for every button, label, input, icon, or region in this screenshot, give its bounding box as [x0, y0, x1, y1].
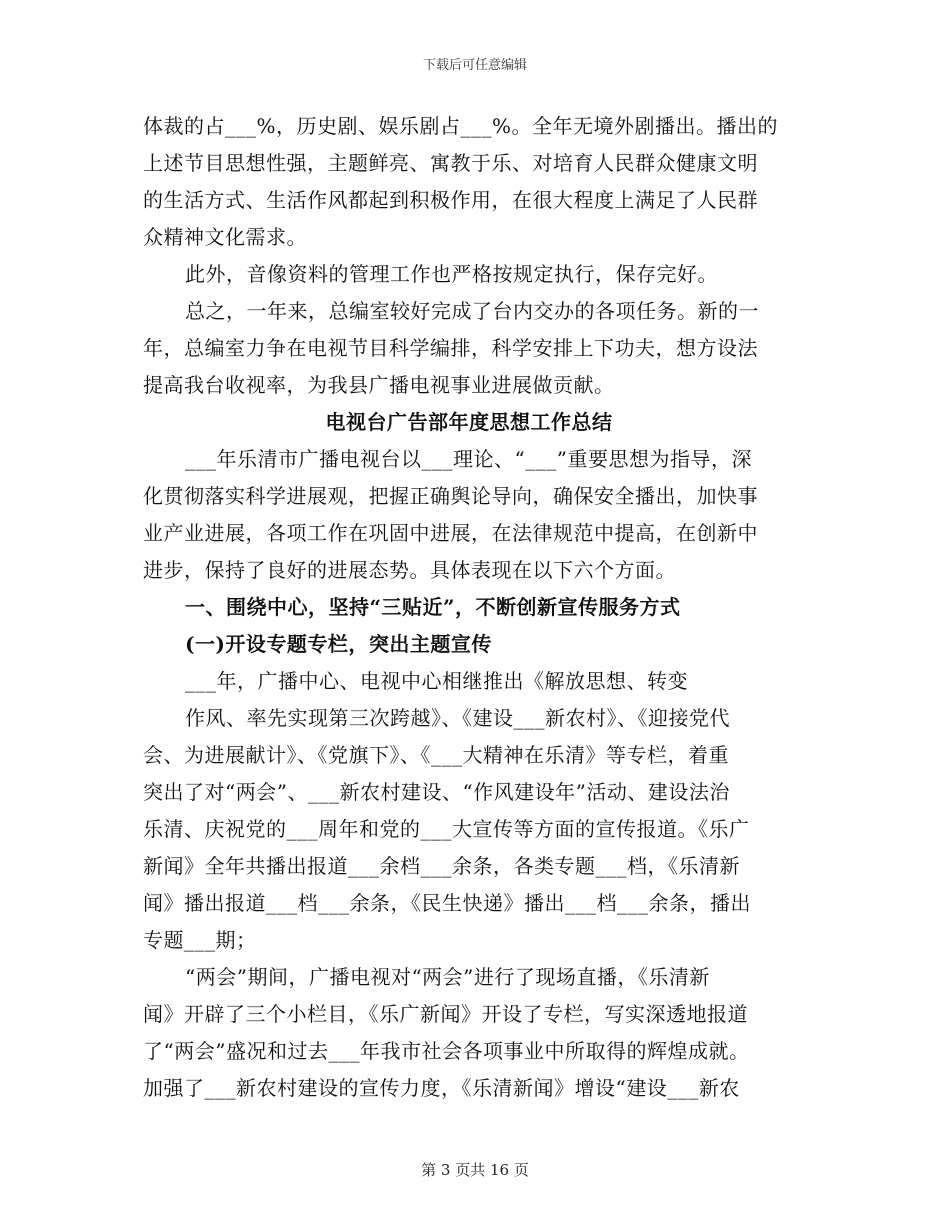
text-line: ___年，广播中心、电视中心相继推出《解放思想、转变	[185, 669, 688, 693]
document-body	[143, 108, 795, 1107]
text-line: 此外，音像资料的管理工作也严格按规定执行，保存完好。	[185, 262, 718, 286]
text-line: 化贯彻落实科学进展观，把握正确舆论导向，确保安全播出，加快事	[143, 484, 758, 508]
text-line: 提高我台收视率，为我县广播电视事业进展做贡献。	[143, 373, 615, 397]
page-header: 下载后可任意编辑	[422, 58, 527, 73]
text-line: 了“两会”盛况和过去___年我市社会各项事业中所取得的辉煌成就。	[143, 1039, 750, 1063]
text-line: 总之，一年来，总编室较好完成了台内交办的各项任务。新的一	[185, 299, 759, 323]
text-line: (一)开设专题专栏，突出主题宣传	[185, 632, 492, 656]
section-title: 电视台广告部年度思想工作总结	[325, 410, 613, 434]
text-line: 加强了___新农村建设的宣传力度，《乐清新闻》增设“建设___新农	[143, 1076, 740, 1100]
text-line: ___年乐清市广播电视台以___理论、“___”重要思想为指导，深	[185, 447, 752, 471]
text-line: 新闻》全年共播出报道___余档___余条，各类专题___档，《乐清新	[143, 854, 740, 878]
text-line: 乐清、庆祝党的___周年和党的___大宣传等方面的宣传报道。《乐广	[143, 817, 750, 841]
text-line: 突出了对“两会”、___新农村建设、“作风建设年”活动、建设法治	[143, 780, 730, 804]
text-line: 专题___期；	[143, 928, 257, 952]
text-line: 作风、率先实现第三次跨越》、《建设___新农村》、《迎接党代	[185, 706, 730, 730]
text-line: 体裁的占___%，历史剧、娱乐剧占___%。全年无境外剧播出。播出的	[143, 114, 779, 138]
text-line: 一、围绕中心，坚持“三贴近”，不断创新宣传服务方式	[185, 595, 681, 619]
text-line: 的生活方式、生活作风都起到积极作用，在很大程度上满足了人民群	[143, 188, 758, 212]
text-line: 上述节目思想性强，主题鲜亮、寓教于乐、对培育人民群众健康文明	[143, 151, 758, 175]
text-line: 进步，保持了良好的进展态势。具体表现在以下六个方面。	[143, 558, 676, 582]
text-line: 闻》开辟了三个小栏目，《乐广新闻》开设了专栏，写实深透地报道	[143, 1002, 748, 1026]
text-line: 闻》播出报道___档___余条，《民生快递》播出___档___余条，播出	[143, 891, 751, 915]
text-line: “两会”期间，广播电视对“两会”进行了现场直播，《乐清新	[185, 965, 710, 989]
text-line: 众精神文化需求。	[143, 225, 307, 249]
text-line: 会、为进展献计》、《党旗下》、《___大精神在乐清》等专栏，着重	[143, 743, 729, 767]
text-line: 年，总编室力争在电视节目科学编排，科学安排上下功夫，想方设法	[143, 336, 758, 360]
page-footer: 第 3 页共 16 页	[421, 1161, 529, 1179]
text-line: 业产业进展，各项工作在巩固中进展，在法律规范中提高，在创新中	[143, 521, 758, 545]
